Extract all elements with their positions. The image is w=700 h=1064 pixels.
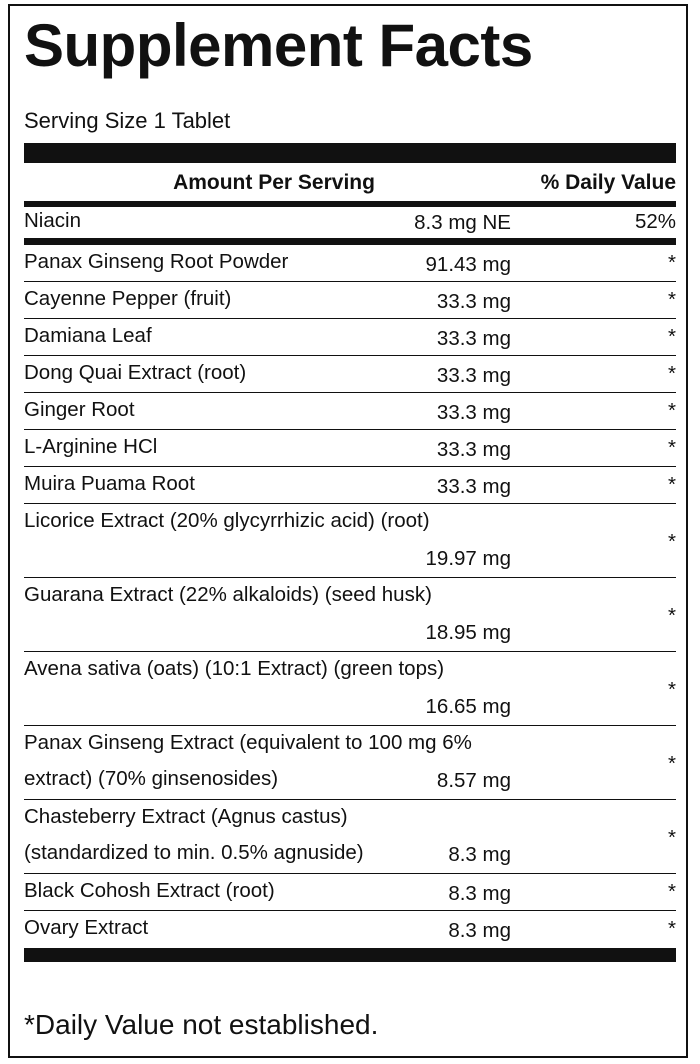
ingredient-row — [24, 578, 676, 652]
ingredient-row — [24, 467, 676, 504]
ingredient-amount: 8.3 mg — [448, 843, 511, 866]
ingredient-row — [24, 911, 676, 948]
ingredient-amount: 33.3 mg — [436, 475, 511, 498]
ingredient-name: Licorice Extract (20% glycyrrhizic acid) (root) — [24, 509, 430, 532]
ingredient-daily-value: * — [668, 530, 676, 553]
ingredient-name: Chasteberry Extract (Agnus castus) — [24, 805, 348, 828]
daily-value-header: % Daily Value — [540, 171, 676, 194]
ingredient-name-continued: (standardized to min. 0.5% agnuside) — [24, 841, 364, 864]
serving-size: Serving Size 1 Tablet — [24, 108, 231, 133]
nutrient-daily-value: 52% — [634, 210, 676, 233]
ingredient-name: Panax Ginseng Root Powder — [24, 250, 289, 273]
ingredient-row — [24, 504, 676, 578]
ingredient-row — [24, 282, 676, 319]
ingredient-amount: 33.3 mg — [436, 364, 511, 387]
ingredient-row — [24, 356, 676, 393]
thick-divider — [24, 143, 676, 163]
ingredient-daily-value: * — [668, 752, 676, 775]
amount-per-serving-header: Amount Per Serving — [173, 171, 375, 194]
ingredient-daily-value: * — [668, 604, 676, 627]
ingredient-name: Guarana Extract (22% alkaloids) (seed husk) — [24, 583, 432, 606]
ingredient-amount: 16.65 mg — [425, 695, 511, 718]
ingredient-row — [24, 430, 676, 467]
ingredient-row — [24, 319, 676, 356]
ingredient-amount: 18.95 mg — [425, 621, 511, 644]
ingredient-amount: 33.3 mg — [436, 401, 511, 424]
ingredient-daily-value: * — [668, 880, 676, 903]
ingredient-amount: 33.3 mg — [436, 327, 511, 350]
ingredient-name: Panax Ginseng Extract (equivalent to 100 mg 6% — [24, 731, 472, 754]
ingredient-amount: 8.3 mg — [448, 919, 511, 942]
footnote: *Daily Value not established. — [24, 1009, 379, 1040]
ingredient-amount: 33.3 mg — [436, 290, 511, 313]
ingredient-name: Ginger Root — [24, 398, 135, 421]
ingredient-daily-value: * — [668, 288, 676, 311]
panel-content — [24, 6, 676, 1041]
ingredient-daily-value: * — [668, 251, 676, 274]
ingredient-daily-value: * — [668, 362, 676, 385]
ingredient-name: Ovary Extract — [24, 916, 149, 939]
ingredient-daily-value: * — [668, 678, 676, 701]
supplement-facts-panel — [8, 4, 688, 1058]
ingredient-amount: 33.3 mg — [436, 438, 511, 461]
ingredient-amount: 8.57 mg — [436, 769, 511, 792]
ingredient-daily-value: * — [668, 325, 676, 348]
nutrient-name: Niacin — [24, 209, 81, 232]
ingredient-row — [24, 245, 676, 282]
panel-title: Supplement Facts — [24, 12, 533, 79]
ingredient-name: Damiana Leaf — [24, 324, 152, 347]
ingredient-name: Dong Quai Extract (root) — [24, 361, 247, 384]
ingredient-name: Cayenne Pepper (fruit) — [24, 287, 232, 310]
ingredient-name-continued: extract) (70% ginsenosides) — [24, 767, 279, 790]
ingredient-daily-value: * — [668, 917, 676, 940]
ingredient-name: Avena sativa (oats) (10:1 Extract) (green tops) — [24, 657, 445, 680]
ingredient-name: L-Arginine HCl — [24, 435, 158, 458]
ingredient-daily-value: * — [668, 826, 676, 849]
ingredient-amount: 91.43 mg — [425, 253, 511, 276]
ingredient-row — [24, 874, 676, 911]
nutrient-amount: 8.3 mg NE — [414, 211, 511, 234]
ingredient-row — [24, 393, 676, 430]
column-header-row — [24, 163, 676, 201]
ingredient-amount: 8.3 mg — [448, 882, 511, 905]
ingredient-daily-value: * — [668, 436, 676, 459]
ingredient-name: Black Cohosh Extract (root) — [24, 879, 275, 902]
ingredient-row — [24, 726, 676, 800]
bottom-divider — [24, 948, 676, 962]
ingredient-daily-value: * — [668, 399, 676, 422]
nutrient-row — [24, 207, 676, 239]
ingredient-row — [24, 652, 676, 726]
ingredient-daily-value: * — [668, 473, 676, 496]
ingredient-row — [24, 800, 676, 874]
ingredient-name: Muira Puama Root — [24, 472, 195, 495]
ingredient-amount: 19.97 mg — [425, 547, 511, 570]
